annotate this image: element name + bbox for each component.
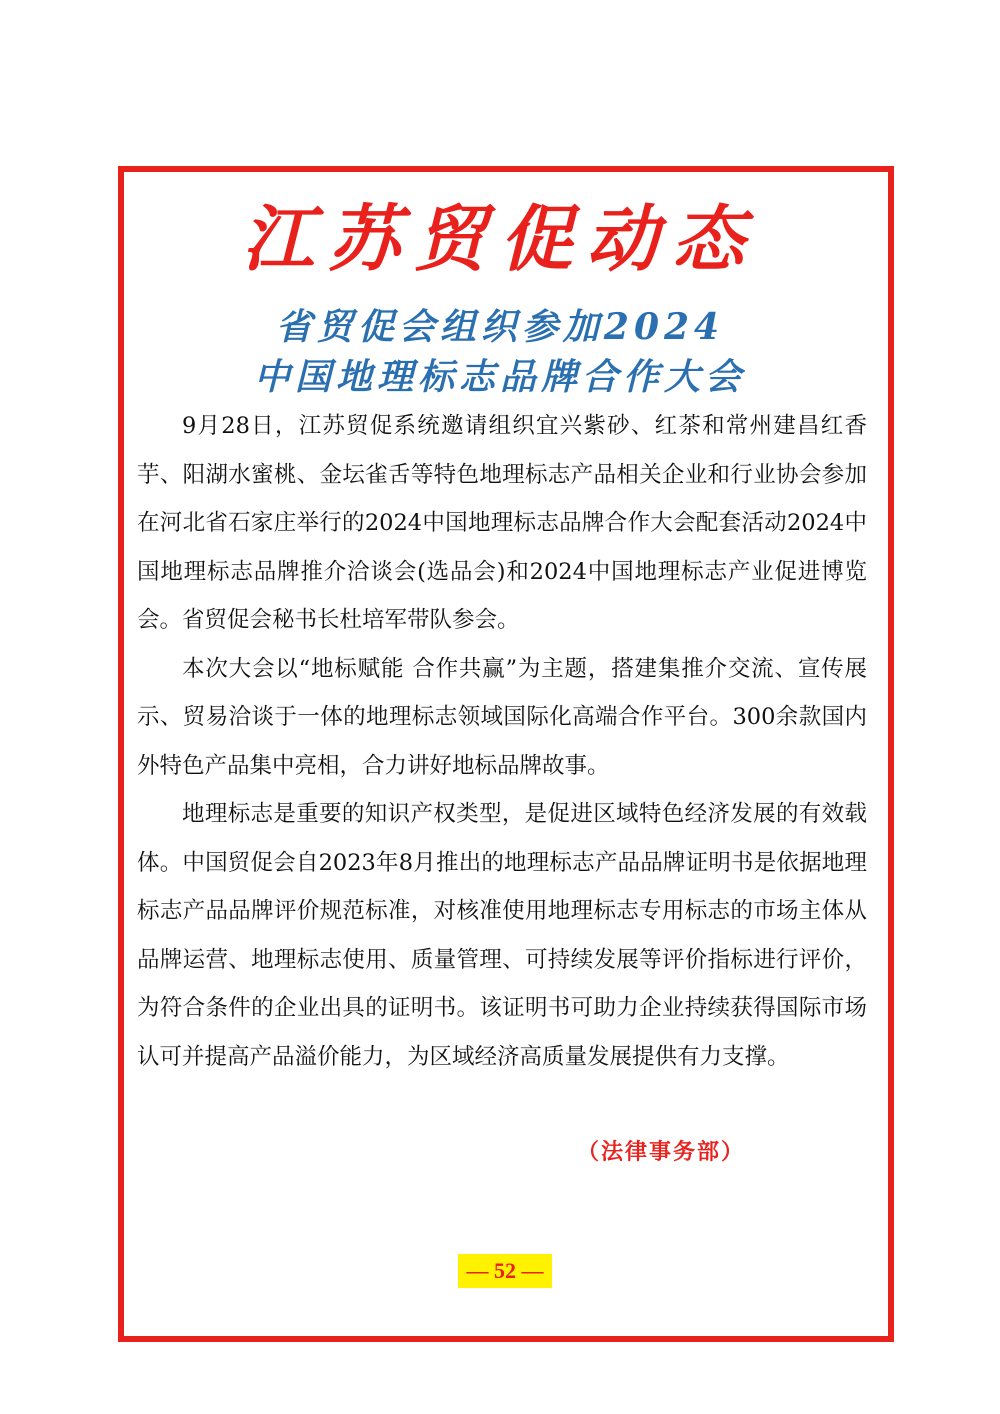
article-paragraph-2: 本次大会以“地标赋能 合作共赢”为主题，搭建集推介交流、宣传展示、贸易洽谈于一体的地理标志领域国际化高端合作平台。300余款国内外特色产品集中亮相，合力讲好地标品牌故事。 xyxy=(137,655,867,779)
article-body xyxy=(137,402,867,1081)
article-byline: （法律事务部） xyxy=(577,1139,746,1165)
article-paragraph-3: 地理标志是重要的知识产权类型，是促进区域特色经济发展的有效载体。中国贸促会自2023年8月推出的地理标志产品品牌证明书是依据地理标志产品品牌评价规范标准，对核准使用地理标志专用标志的市场主体从品牌运营、地理标志使用、质量管理、可持续发展等评价指标进行评价，为符合条件的企业出具的证明书。该证明书可助力企业持续获得国际市场认可并提高产品溢价能力，为区域经济高质量发展提供有力支撑。 xyxy=(137,801,867,1070)
article-paragraph-1: 9月28日，江苏贸促系统邀请组织宜兴紫砂、红茶和常州建昌红香芋、阳湖水蜜桃、金坛雀舌等特色地理标志产品相关企业和行业协会参加在河北省石家庄举行的2024中国地理标志品牌合作大会配套活动2024中国地理标志品牌推介洽谈会(选品会)和2024中国地理标志产业促进博览会。省贸促会秘书长杜培军带队参会。 xyxy=(137,413,867,633)
article-headline-line-1: 省贸促会组织参加2024 xyxy=(275,306,725,348)
masthead-title: 江苏贸促动态 xyxy=(241,196,758,281)
article-headline-line-2: 中国地理标志品牌合作大会 xyxy=(253,356,746,398)
page-number: — 52 — xyxy=(458,1254,552,1288)
